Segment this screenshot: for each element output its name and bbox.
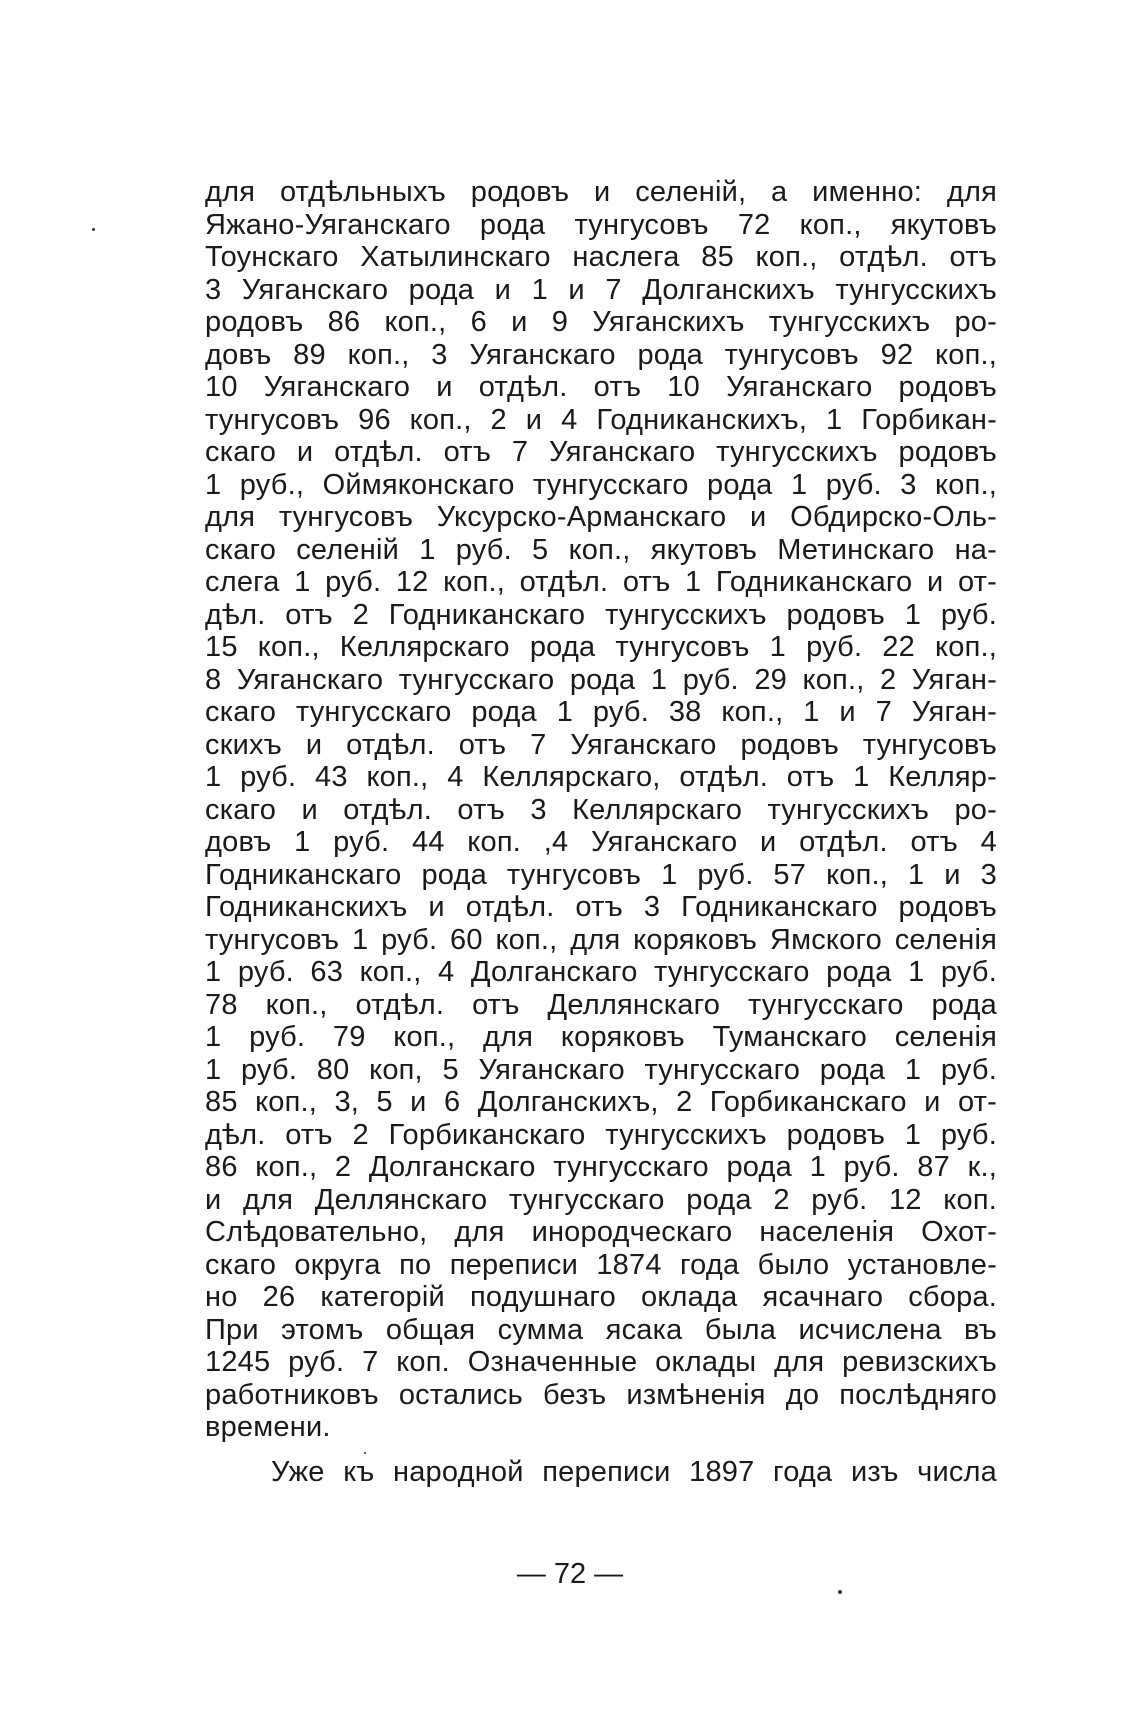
paragraph-1 (205, 176, 997, 1444)
body-text (205, 176, 997, 1488)
text-line: 1 руб. 79 коп., для коряковъ Туманскаго селенiя (205, 1021, 997, 1053)
text-line: 1245 руб. 7 коп. Означенные оклады для ревизскихъ (205, 1346, 997, 1378)
text-line: 15 коп., Келлярскаго рода тунгусовъ 1 руб. 22 коп., (205, 631, 997, 663)
text-line: Слѣдовательно, для инородческаго населенiя Охот- (205, 1216, 997, 1248)
text-line: Годниканскихъ и отдѣл. отъ 3 Годниканскаго родовъ (205, 891, 997, 923)
text-line: При этомъ общая сумма ясака была исчислена въ (205, 1313, 997, 1346)
text-line: 3 Уяганскаго рода и 1 и 7 Долганскихъ тунгусскихъ (205, 273, 997, 306)
text-line: Яжано-Уяганскаго рода тунгусовъ 72 коп., якутовъ (205, 208, 997, 241)
text-line: для отдѣльныхъ родовъ и селенiй, а именно: для (205, 176, 997, 208)
text-line: тунгусовъ 1 руб. 60 коп., для коряковъ Ямского селенiя (205, 923, 997, 956)
text-line: дѣл. отъ 2 Горбиканскаго тунгусскихъ родовъ 1 руб. (205, 1118, 997, 1151)
text-line: 1 руб. 63 коп., 4 Долганскаго тунгусскаго рода 1 руб. (205, 956, 997, 988)
text-line: скаго селенiй 1 руб. 5 коп., якутовъ Метинскаго на- (205, 533, 997, 566)
text-line: 78 коп., отдѣл. отъ Деллянскаго тунгусскаго рода (205, 988, 997, 1021)
page-number: — 72 — (516, 1558, 624, 1590)
text-line: скаго округа по переписи 1874 года было установле- (205, 1248, 997, 1281)
scan-speck (92, 228, 95, 231)
text-line: дѣл. отъ 2 Годниканскаго тунгусскихъ родовъ 1 руб. (205, 598, 997, 631)
text-line: и для Деллянскаго тунгусскаго рода 2 руб. 12 коп. (205, 1183, 997, 1216)
text-line: времени. (205, 1411, 331, 1443)
text-line: слега 1 руб. 12 коп., отдѣл. отъ 1 Годниканскаго и от- (205, 566, 997, 598)
scan-speck (364, 1452, 366, 1454)
paragraph-2 (205, 1456, 997, 1489)
text-line: родовъ 86 коп., 6 и 9 Уяганскихъ тунгусскихъ ро- (205, 306, 997, 338)
text-line: 1 руб., Оймяконскаго тунгусскаго рода 1 руб. 3 коп., (205, 468, 997, 501)
text-line: тунгусовъ 96 коп., 2 и 4 Годниканскихъ, 1 Горбикан- (205, 403, 997, 436)
text-line: для тунгусовъ Уксурско-Арманскаго и Обдирско-Оль- (205, 501, 997, 533)
text-line: 8 Уяганскаго тунгусскаго рода 1 руб. 29 коп., 2 Уяган- (205, 663, 997, 696)
text-line: 1 руб. 43 коп., 4 Келлярскаго, отдѣл. отъ 1 Келляр- (205, 761, 997, 793)
text-line: но 26 категорiй подушнаго оклада ясачнаго сбора. (205, 1281, 997, 1313)
text-line: скихъ и отдѣл. отъ 7 Уяганскаго родовъ тунгусовъ (205, 728, 997, 761)
text-line: 85 коп., 3, 5 и 6 Долганскихъ, 2 Горбиканскаго и от- (205, 1086, 997, 1118)
scan-speck (838, 1590, 842, 1594)
text-line: скаго тунгусскаго рода 1 руб. 38 коп., 1 и 7 Уяган- (205, 696, 997, 728)
text-line: работниковъ остались безъ измѣненiя до послѣдняго (205, 1378, 997, 1411)
text-line: 86 коп., 2 Долганскаго тунгусскаго рода 1 руб. 87 к., (205, 1151, 997, 1183)
text-line: скаго и отдѣл. отъ 3 Келлярскаго тунгусскихъ ро- (205, 793, 997, 826)
text-line: Тоунскаго Хатылинскаго наслега 85 коп., отдѣл. отъ (205, 241, 997, 273)
text-line: Уже къ народной переписи 1897 года изъ числа (271, 1455, 997, 1488)
text-line: скаго и отдѣл. отъ 7 Уяганскаго тунгусскихъ родовъ (205, 436, 997, 468)
text-line: довъ 89 коп., 3 Уяганскаго рода тунгусовъ 92 коп., (205, 338, 997, 371)
text-line: довъ 1 руб. 44 коп. ,4 Уяганскаго и отдѣл. отъ 4 (205, 826, 997, 858)
text-line: 1 руб. 80 коп, 5 Уяганскаго тунгусскаго рода 1 руб. (205, 1053, 997, 1086)
text-line: 10 Уяганскаго и отдѣл. отъ 10 Уяганскаго родовъ (205, 371, 997, 403)
text-line: Годниканскаго рода тунгусовъ 1 руб. 57 коп., 1 и 3 (205, 858, 997, 891)
